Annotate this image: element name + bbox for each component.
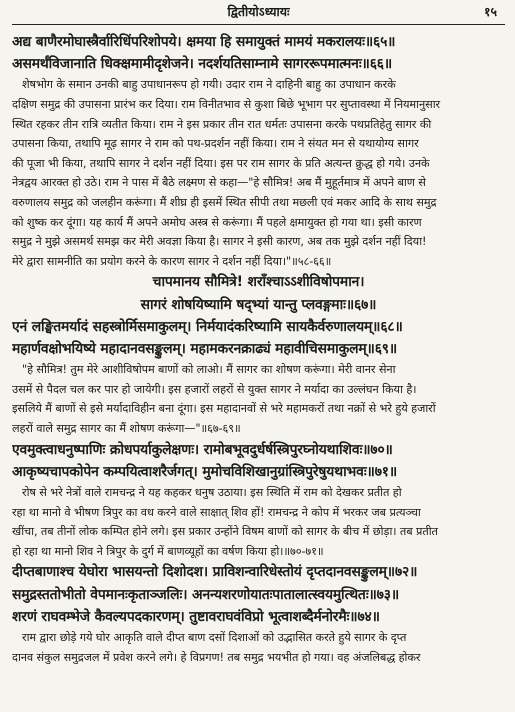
prose-line: इसलिये मैं बाणों से इसे मर्यादाविहीन बना दूंगा। इस महादानवों से भरे महामकरों तथा नक्रों से भरे हुये हजारों — [12, 402, 436, 416]
verse-block — [12, 439, 505, 483]
verse-line: एवमुक्त्वाधनुष्पाणिः क्रोधपर्याकुलेक्षणः। रामोबभूवदुर्धर्षस्त्रिपुरघ्नोयथाशिवः॥७०॥ — [12, 441, 393, 458]
prose-line: हो रहा था मानो शिव ने त्रिपुर के दुर्ग में बाणव्यूहों का वर्षण किया हो।॥७०-७१॥ — [12, 544, 324, 558]
prose-line: स्थित रहकर तीन रात्रि व्यतीत किया। राम ने इस प्रकार तीन रात धर्मतः उपासना करके पथप्रतिहेतु सागर की — [12, 117, 432, 131]
prose-line: उसमें से पैदल चल कर पार हो जायेगी। इस हजारों लहरों से युक्त सागर ने मर्यादा का उल्लंघन किया है। — [12, 382, 417, 396]
commentary-paragraph — [12, 75, 505, 271]
verse-line: एनं लङ्घितमर्यादं सहस्त्रोर्मिसमाकुलम्। निर्मयादंकरिष्यामि सायकैर्वरुणालयम्॥६८॥ — [12, 318, 403, 335]
commentary-paragraph — [12, 360, 505, 438]
verse-line: आकृष्यचापकोपेन कम्पयित्वाशरैर्जगत्। मुमोचविशिखानुग्रांस्त्रिपुरेषुयथाभवः॥७१॥ — [12, 463, 398, 480]
verse-line: समुद्रस्ततोभीतो वेपमानःकृताञ्जलिः। अनन्यशरणोयातःपातालात्स्वयमुत्थितः॥७३॥ — [12, 586, 399, 603]
prose-line: शेषभोग के समान उनकी बाहु उपाधानरूप हो गयी। उदार राम ने दाहिनी बाहु का उपाधान करके — [22, 78, 396, 92]
prose-line: नेत्रद्वय आरक्त हो उठे। राम ने पास में बैठे लक्ष्मण से कहा—"हे सौमित्र! अब मैं मुहूर्तमात्र में अपने बाण से — [12, 176, 426, 190]
verse-block — [12, 271, 505, 315]
commentary-paragraph — [12, 628, 505, 667]
prose-line: रोष से भरे नेत्रों वाले रामचन्द्र ने यह कहकर धनुष उठाया। इस स्थिति में राम को देखकर प्रतीत हो — [22, 485, 402, 499]
prose-line: की पूजा भी किया, तथापि सागर ने दर्शन नहीं दिया। इस पर राम सागर के प्रति अत्यन्त क्रुद्ध हो गये। उनके — [12, 156, 430, 170]
prose-line: उपासना किया, तथापि मूढ़ सागर ने राम को पथ-प्रदर्शन नहीं किया। राम ने संयत मन से यथायोग्य सागर — [12, 137, 419, 151]
verse-line: सागरं शोषयिष्यामि षद्भ्यां यान्तु प्लवङ्गमाः॥६७॥ — [140, 296, 377, 313]
prose-line: खींचा, तब तीनों लोक कम्पित होने लगे। इस प्रकार उन्होंने विषम बाणों को सागर के बीच में छोड़ा। तब प्रतीत — [12, 525, 438, 539]
page-number: १५ — [483, 4, 497, 19]
prose-line: को शुष्क कर दूंगा। यह कार्य मैं अपने अमोघ अस्त्र से करूंगा। मैं पहले क्षमायुक्त हो गया था। इसी कारण — [12, 215, 422, 229]
running-header — [12, 0, 505, 25]
prose-line: दानव संकुल समुद्रजल में प्रवेश करने लगे। हे विप्रगण! तब समुद्र भयभीत हो गया। वह अंजलिबद्ध होकर — [12, 650, 421, 664]
prose-line: "हे सौमित्र! तुम मेरे आशीविषोपम बाणों को लाओ। मैं सागर का शोषण करूंगा। मेरी वानर सेना — [22, 363, 396, 377]
commentary-paragraph — [12, 483, 505, 561]
prose-line: लहरों वाले समुद्र सागर का मैं शोषण करूंगा—"॥६७-६९॥ — [12, 421, 241, 435]
verse-line: चापमानय सौमित्रे! शराँश्चाऽऽशीविषोपमान। — [152, 274, 365, 291]
prose-line: वरुणालय समुद्र को जलहीन करूंगा। मैं शीघ्र ही इसमें स्थित सीपी तथा मछली एवं मकर आदि के साथ समुद्र — [12, 195, 437, 209]
prose-line: मेरे द्वारा सामनीति का प्रयोग करने के कारण सागर ने दर्शन नहीं दिया।"॥५८-६६॥ — [12, 254, 332, 268]
prose-line: राम द्वारा छोड़े गये घोर आकृति वाले दीप्त बाण दसों दिशाओं को उद्भासित करते हुये सागर के दृप्त — [22, 630, 407, 644]
verse-line: शरणं राघवम्भेजे कैवल्यपदकारणम्। तुष्टावराघवंविप्रो भूत्वाशब्दैर्मनोरमैः॥७४॥ — [12, 608, 380, 625]
chapter-title: द्वितीयोऽध्यायः — [227, 4, 290, 19]
verse-line: दीप्तबाणाश्च येघोरा भासयन्तो दिशोदश। प्राविशन्वारिधेस्तोयं दृप्तदानवसङ्कुलम्॥७२॥ — [12, 564, 418, 581]
verse-block — [12, 316, 505, 360]
prose-line: रहा था मानो वे भीषण त्रिपुर का वध करने वाले साक्षात् शिव हों! रामचन्द्र ने कोप में भरकर जब प्रत्यञ्चा — [12, 505, 421, 519]
prose-line: दक्षिण समुद्र की उपासना प्रारंभ कर दिया। राम विनीतभाव से कुशा बिछे भूभाग पर सुप्तावस्था में नियमानुसार — [12, 98, 441, 111]
prose-line: समुद्र ने मुझे असमर्थ समझ कर मेरी अवज्ञा किया है। सागर ने इसी कारण, अब तक मुझे दर्शन नहीं दिया! — [12, 235, 427, 249]
verse-line: अद्य बाणैरमोघास्त्रैर्वारिधिंपरिशोपये। क्षमया हि समायुक्तं मामयं मकरालयः॥६५॥ — [12, 34, 396, 50]
verse-line: महार्णवक्षोभयिष्ये महादानवसङ्कुलम्। महामकरनक्राढ्यं महावीचिसमाकुलम्॥६९॥ — [12, 340, 398, 357]
verse-block — [12, 561, 505, 628]
verse-block — [12, 31, 505, 75]
verse-line: असमर्थंविजानाति धिक्क्षमामीदृशेजने। नदर्शयतिसाम्नामे सागररूपमात्मनः॥६६॥ — [12, 56, 393, 73]
page-body — [12, 31, 505, 667]
